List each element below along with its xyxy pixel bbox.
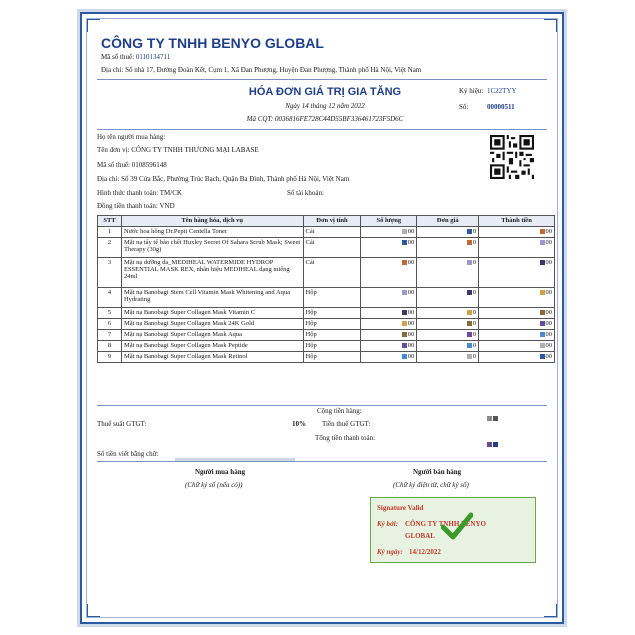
amount-in-words-label: Số tiền viết bằng chữ: (97, 450, 159, 458)
col-name: Tên hàng hóa, dịch vụ (121, 216, 303, 227)
cell-price (417, 238, 479, 258)
invoice-date: Ngày 14 tháng 12 năm 2022 (285, 102, 365, 110)
invoice-page (80, 12, 564, 624)
cell-amount-text: 00 (545, 353, 552, 360)
total-label: Tổng tiền thanh toán: (315, 434, 376, 442)
seller-address-label: Địa chỉ: (101, 66, 124, 74)
cell-amount (479, 330, 555, 341)
cell-qty-text: 00 (407, 239, 415, 246)
corner-ornament (544, 18, 558, 32)
cell-qty (361, 258, 417, 288)
cell-stt-text: 9 (107, 353, 112, 360)
buyer-account-label: Số tài khoản: (287, 189, 324, 197)
cell-stt (98, 352, 122, 363)
cell-unit-text: Hộp (305, 289, 317, 296)
invoice-symbol-label: Ký hiệu: (459, 87, 484, 95)
redaction-mark (540, 321, 545, 326)
cell-unit-text: Cái (305, 239, 315, 246)
cell-stt-text: 2 (107, 239, 112, 246)
cell-qty (361, 341, 417, 352)
table-row (98, 341, 555, 352)
corner-ornament (86, 18, 100, 32)
vat-amount-label: Tiền thuế GTGT: (322, 420, 371, 428)
cell-name (121, 238, 303, 258)
col-amount: Thành tiền (479, 216, 555, 227)
invoice-number-value: 00000511 (487, 103, 515, 111)
cell-name-text: Mặt nạ tẩy tế bào chết Huxley Secret Of Sahara Scrub Mask; Sweet Therapy (30g) (123, 239, 301, 253)
cell-stt-text: 3 (107, 259, 112, 266)
cell-stt-text: 7 (107, 331, 112, 338)
redacted-amount (487, 435, 499, 453)
redaction-mark (467, 343, 472, 348)
seller-tax-label: Mã số thuế: (101, 53, 135, 61)
sign-date-value: 14/12/2022 (409, 548, 441, 556)
cell-name (121, 288, 303, 308)
cell-price-text: 0 (472, 228, 477, 235)
cell-qty-text: 00 (407, 228, 415, 235)
cell-stt (98, 238, 122, 258)
cell-name (121, 330, 303, 341)
cell-qty-text: 00 (407, 353, 415, 360)
redaction-mark (540, 310, 545, 315)
redaction-mark (402, 229, 407, 234)
redaction-mark (402, 332, 407, 337)
redaction-mark (540, 332, 545, 337)
cell-unit-text: Cái (305, 259, 315, 266)
cell-price (417, 330, 479, 341)
cell-stt (98, 341, 122, 352)
corner-ornament (86, 604, 100, 618)
table-row (98, 227, 555, 238)
cell-price-text: 0 (472, 239, 477, 246)
cell-name-text: Mặt nạ dưỡng da_MEDIHEAL WATERMIDE HYDROP ESSENTIAL MASK REX, nhãn hiệu MEDIHEAL dạng miếng 24ml (123, 259, 290, 280)
cell-amount (479, 308, 555, 319)
cell-qty-text: 00 (407, 289, 415, 296)
seller-tax-value: 0110134711 (135, 53, 171, 61)
table-row (98, 238, 555, 258)
table-row (98, 258, 555, 288)
buyer-sign-note: (Chữ ký số (nếu có)) (185, 481, 243, 489)
signature-valid-text: Signature Valid (377, 504, 424, 512)
invoice-title: HÓA ĐƠN GIÁ TRỊ GIA TĂNG (248, 86, 402, 98)
seller-sign-title: Người bán hàng (413, 468, 462, 476)
cell-qty-text: 00 (407, 309, 415, 316)
cell-amount-text: 00 (545, 320, 552, 327)
cell-price (417, 319, 479, 330)
cell-qty-text: 00 (407, 259, 415, 266)
cell-price-text: 0 (472, 353, 477, 360)
redaction-mark (402, 343, 407, 348)
redaction-mark (467, 240, 472, 245)
divider (97, 405, 547, 406)
vat-rate-value: 10% (292, 420, 306, 428)
corner-ornament (544, 604, 558, 618)
cell-amount (479, 319, 555, 330)
cell-qty (361, 308, 417, 319)
buyer-name-label: Họ tên người mua hàng: (97, 133, 166, 141)
table-row (98, 288, 555, 308)
redaction-mark (467, 290, 472, 295)
cell-amount (479, 227, 555, 238)
subtotal-label: Cộng tiền hàng: (317, 407, 362, 415)
redaction-mark (402, 260, 407, 265)
buyer-payment: Hình thức thanh toán: TM/CK (97, 189, 182, 197)
redaction-mark (540, 240, 545, 245)
cell-price (417, 352, 479, 363)
table-row (98, 319, 555, 330)
cell-price-text: 0 (472, 289, 477, 296)
seller-sign-note: (Chữ ký điện tử, chữ ký số) (393, 481, 469, 489)
cell-unit-text: Hộp (305, 320, 317, 327)
redaction-mark (540, 229, 545, 234)
cell-price-text: 0 (472, 259, 477, 266)
cell-name (121, 308, 303, 319)
cell-name-text: Mặt nạ Banobagi Super Collagen Mask Vitamin C (123, 309, 256, 316)
redacted-words (175, 450, 296, 468)
cell-unit (303, 308, 361, 319)
col-qty: Số lượng (361, 216, 417, 227)
table-row (98, 308, 555, 319)
table-row (98, 352, 555, 363)
cell-name-text: Nước hoa hồng Dr.Pepti Centella Toner (123, 228, 228, 235)
table-row (98, 330, 555, 341)
invoice-number-label: Số: (459, 103, 469, 111)
col-stt: STT (98, 216, 122, 227)
cell-stt (98, 319, 122, 330)
cell-name (121, 227, 303, 238)
redaction-mark (402, 240, 407, 245)
cell-stt-text: 6 (107, 320, 112, 327)
cell-unit (303, 352, 361, 363)
seller-address-row (101, 66, 421, 74)
divider (97, 79, 547, 80)
sign-date-label: Ký ngày: (377, 548, 403, 556)
cell-stt (98, 308, 122, 319)
buyer-sign-title: Người mua hàng (195, 468, 246, 476)
redaction-mark (540, 354, 545, 359)
cell-name (121, 341, 303, 352)
col-price: Đơn giá (417, 216, 479, 227)
redaction-mark (540, 343, 545, 348)
cell-unit (303, 238, 361, 258)
cell-name-text: Mặt nạ Banobagi Super Collagen Mask Retinol (123, 353, 248, 360)
cell-qty (361, 238, 417, 258)
cell-stt-text: 4 (107, 289, 112, 296)
invoice-mcqt: Mã CQT: 0036816FE728C44D55BF336461723F5D6C (246, 115, 404, 123)
buyer-address: Địa chỉ: Số 39 Cửa Bắc, Phường Trúc Bạch, Quận Ba Đình, Thành phố Hà Nội, Việt Nam (97, 175, 350, 183)
redaction-mark (467, 229, 472, 234)
cell-price-text: 0 (472, 342, 477, 349)
seller-tax-row (101, 53, 170, 61)
redaction-mark (467, 354, 472, 359)
checkmark-icon (441, 512, 473, 540)
vat-rate-label: Thuế suất GTGT: (97, 420, 147, 428)
redaction-mark (467, 260, 472, 265)
cell-amount-text: 00 (545, 309, 552, 316)
cell-price-text: 0 (472, 320, 477, 327)
cell-name-text: Mặt nạ Banobagi Super Collagen Mask Aqua (123, 331, 243, 338)
cell-amount-text: 00 (545, 342, 552, 349)
redaction-mark (402, 290, 407, 295)
cell-name-text: Mặt nạ Banobagi Super Collagen Mask 24K Gold (123, 320, 255, 327)
cell-unit-text: Cái (305, 228, 315, 235)
cell-qty (361, 330, 417, 341)
cell-qty (361, 352, 417, 363)
cell-stt-text: 8 (107, 342, 112, 349)
invoice-border (86, 18, 558, 618)
cell-unit-text: Hộp (305, 331, 317, 338)
redacted-amount (487, 409, 499, 427)
buyer-currency: Đồng tiền thanh toán: VND (97, 202, 175, 210)
divider (97, 461, 547, 462)
cell-unit (303, 341, 361, 352)
cell-price (417, 258, 479, 288)
cell-qty (361, 227, 417, 238)
invoice-symbol-value: 1C22TYY (487, 87, 517, 95)
redaction-mark (467, 310, 472, 315)
cell-name (121, 319, 303, 330)
redaction-mark (467, 321, 472, 326)
cell-qty (361, 319, 417, 330)
cell-price (417, 308, 479, 319)
redaction-mark (540, 260, 545, 265)
cell-amount (479, 341, 555, 352)
divider (97, 129, 547, 130)
cell-unit-text: Hộp (305, 342, 317, 349)
cell-stt (98, 258, 122, 288)
qr-code (490, 135, 534, 179)
cell-stt (98, 330, 122, 341)
buyer-tax: Mã số thuế: 0108596148 (97, 161, 167, 169)
cell-price (417, 288, 479, 308)
cell-qty-text: 00 (407, 320, 415, 327)
cell-amount-text: 00 (545, 259, 552, 266)
items-table (97, 215, 555, 363)
cell-amount (479, 352, 555, 363)
cell-price (417, 341, 479, 352)
table-header-row (98, 216, 555, 227)
col-unit: Đơn vị tính (303, 216, 361, 227)
cell-amount-text: 00 (545, 289, 552, 296)
cell-unit (303, 319, 361, 330)
cell-unit (303, 258, 361, 288)
redaction-mark (402, 321, 407, 326)
cell-amount (479, 288, 555, 308)
signer-label: Ký bởi: (377, 520, 399, 528)
cell-amount (479, 238, 555, 258)
cell-amount (479, 258, 555, 288)
cell-price (417, 227, 479, 238)
cell-stt-text: 5 (107, 309, 112, 316)
signer-name-line2: GLOBAL (405, 532, 435, 540)
cell-stt (98, 227, 122, 238)
redaction-mark (540, 290, 545, 295)
seller-address-value: Số nhà 17, Đường Đoàn Kết, Cụm 1, Xã Đan Phượng, Huyện Đan Phượng, Thành phố Hà Nội, Việt Nam (125, 66, 422, 74)
seller-company-name: CÔNG TY TNHH BENYO GLOBAL (101, 35, 324, 51)
cell-name-text: Mặt nạ Banobagi Super Collagen Mask Peptide (123, 342, 248, 349)
cell-unit (303, 330, 361, 341)
cell-amount-text: 00 (545, 228, 552, 235)
cell-unit (303, 227, 361, 238)
cell-stt-text: 1 (107, 228, 112, 235)
cell-qty (361, 288, 417, 308)
cell-stt (98, 288, 122, 308)
cell-price-text: 0 (472, 331, 477, 338)
redaction-mark (402, 310, 407, 315)
signer-name: CÔNG TY TNHH BENYO (405, 520, 486, 528)
digital-signature-stamp (370, 497, 536, 563)
cell-name-text: Mặt nạ Banobagi Stem Cell Vitamin Mask Whitening and Aqua Hydrating (123, 289, 290, 303)
cell-price-text: 0 (472, 309, 477, 316)
cell-amount-text: 00 (545, 331, 552, 338)
cell-name (121, 258, 303, 288)
redaction-mark (402, 354, 407, 359)
cell-qty-text: 00 (407, 342, 415, 349)
cell-unit-text: Hộp (305, 353, 317, 360)
cell-unit (303, 288, 361, 308)
redaction-mark (467, 332, 472, 337)
cell-amount-text: 00 (545, 239, 552, 246)
cell-unit-text: Hộp (305, 309, 317, 316)
cell-name (121, 352, 303, 363)
buyer-unit: Tên đơn vị: CÔNG TY TNHH THƯƠNG MẠI LABASE (97, 146, 259, 154)
cell-qty-text: 00 (407, 331, 415, 338)
